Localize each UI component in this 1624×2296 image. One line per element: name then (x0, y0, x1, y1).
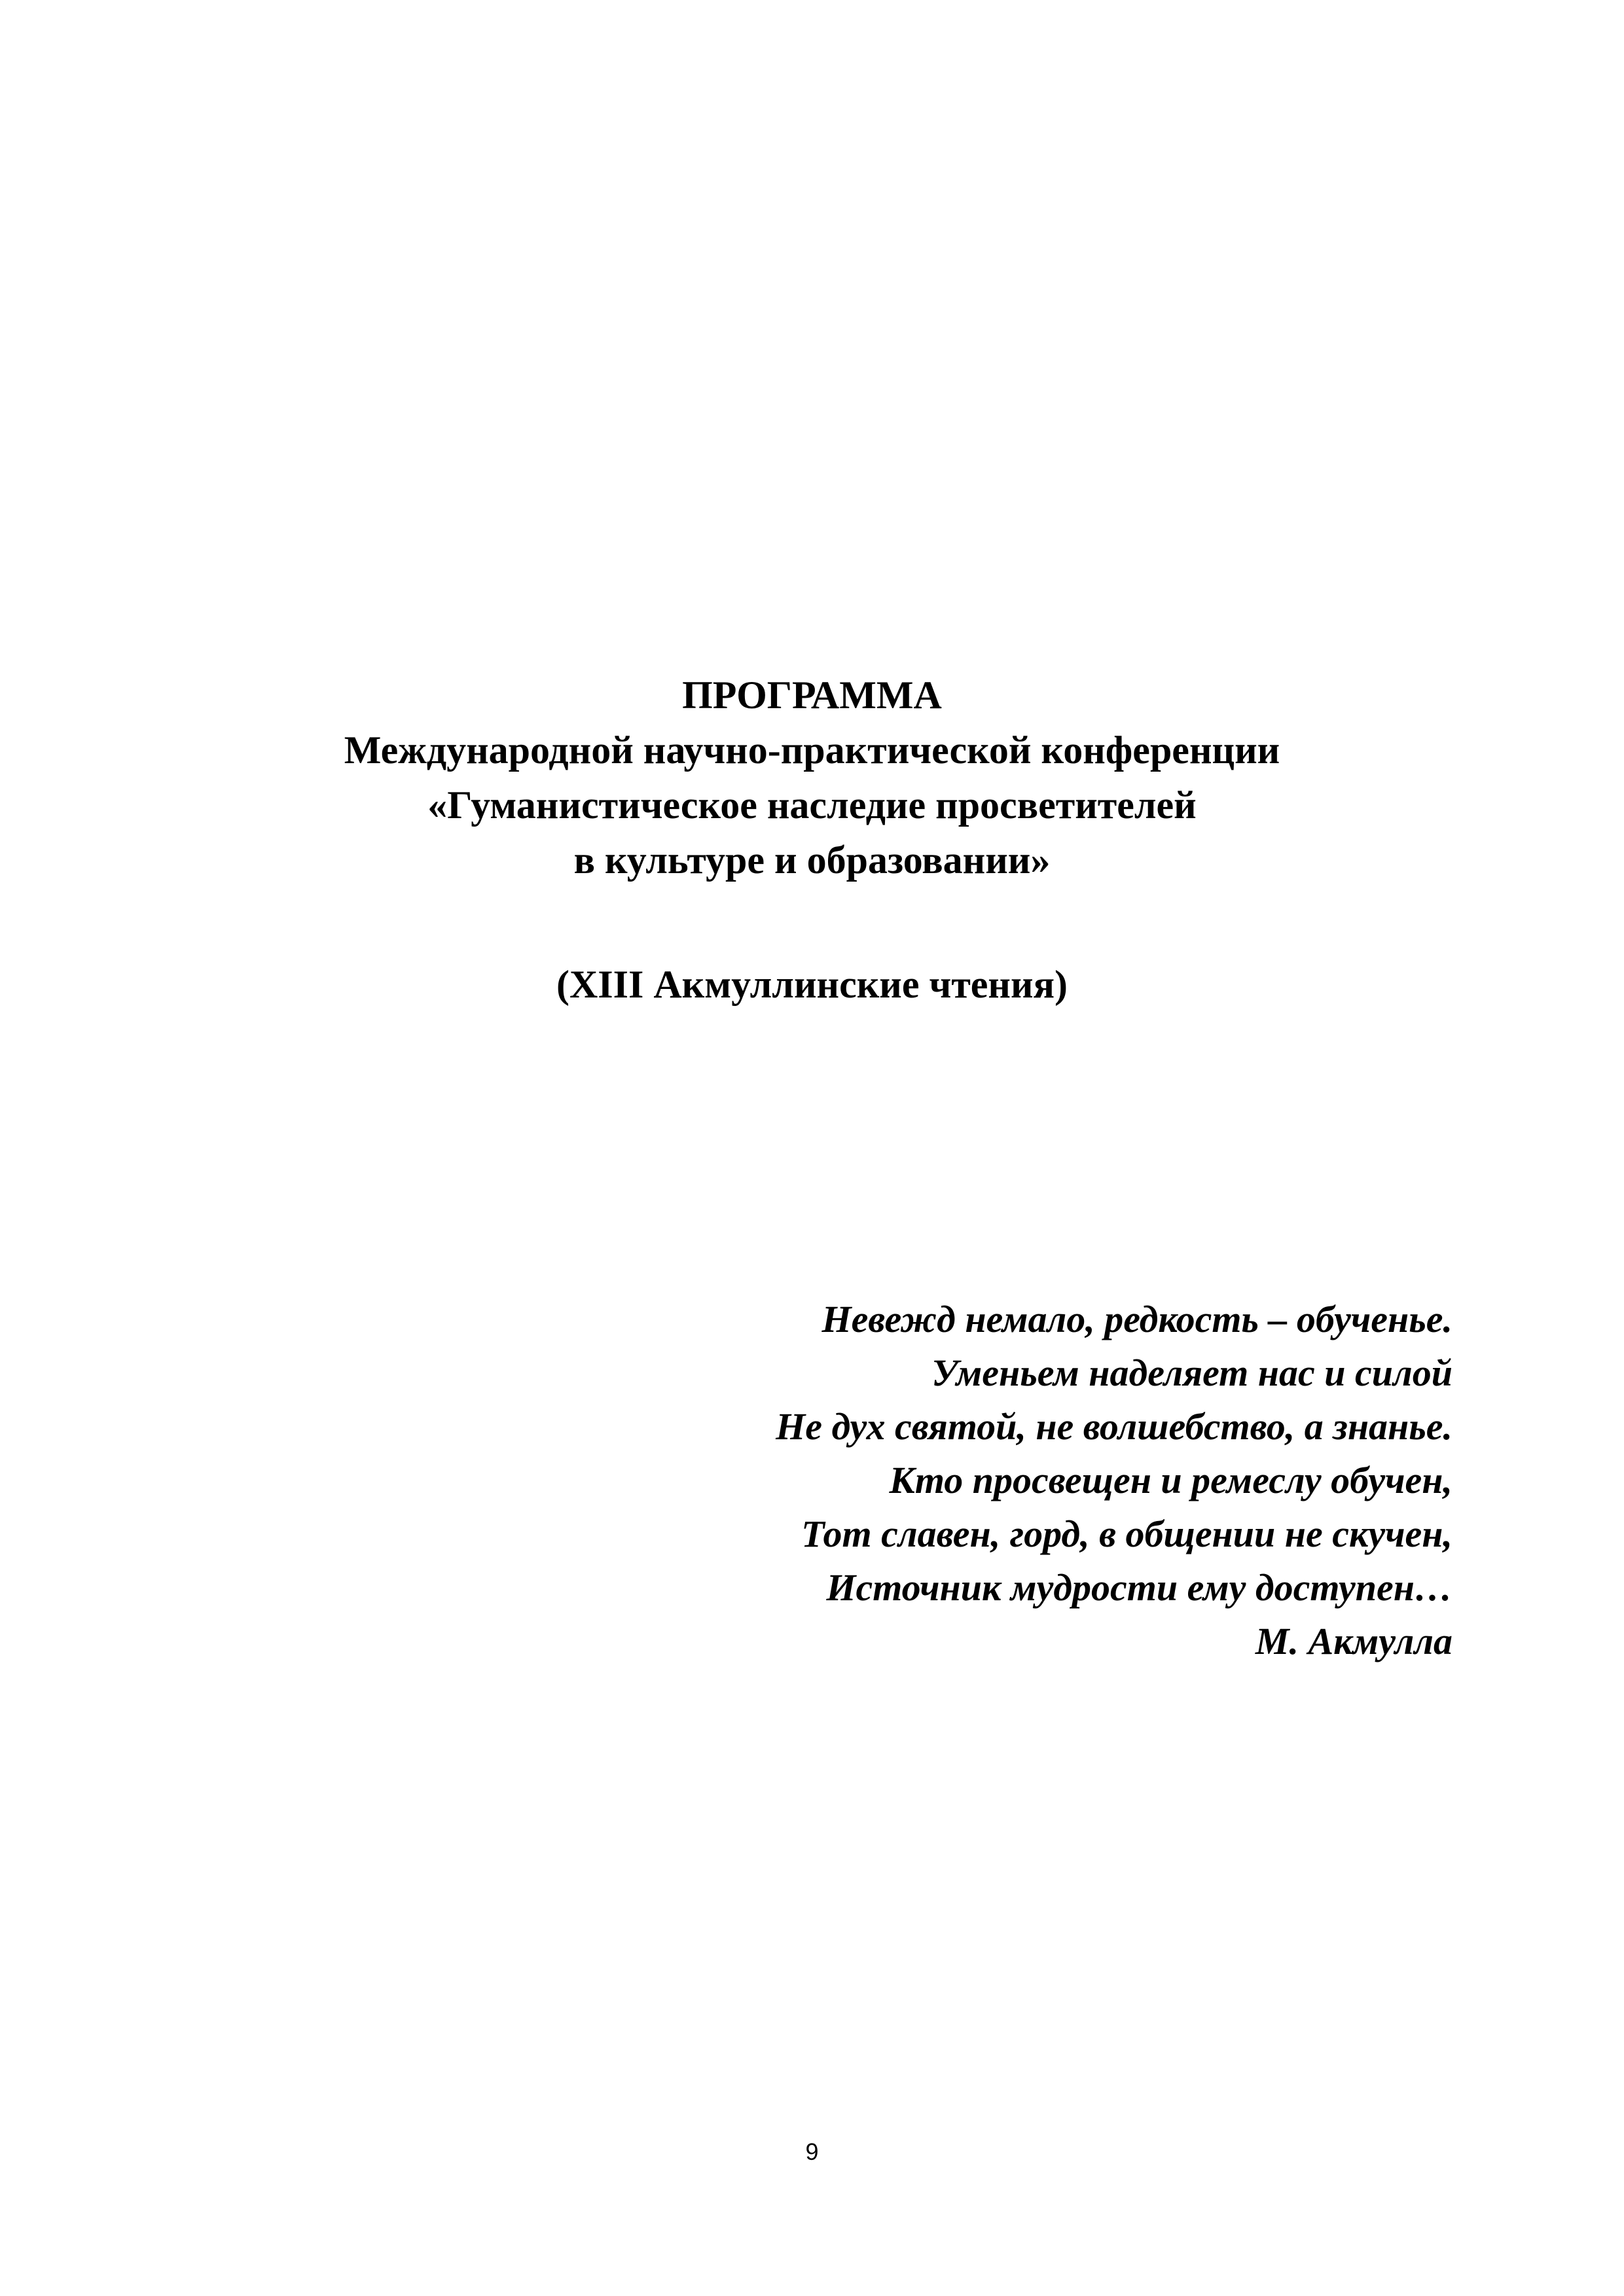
title-line: Международной научно-практической конференции (344, 728, 1280, 772)
epigraph (776, 1293, 1453, 1668)
title-line: ПРОГРАММА (682, 673, 942, 717)
page-number: 9 (805, 2138, 819, 2165)
title-line: «Гуманистическое наследие просветителей (427, 783, 1197, 827)
epigraph-line: Не дух святой, не волшебство, а знанье. (776, 1405, 1453, 1448)
epigraph-line: Источник мудрости ему доступен… (826, 1566, 1453, 1609)
epigraph-line: Невежд немало, редкость – обученье. (821, 1298, 1453, 1340)
title-line: в культуре и образовании» (573, 838, 1051, 882)
epigraph-author: М. Акмулла (1255, 1620, 1453, 1662)
epigraph-line: Тот славен, горд, в общении не скучен, (801, 1513, 1453, 1555)
program-title (0, 668, 1624, 888)
epigraph-line: Уменьем наделяет нас и силой (931, 1352, 1453, 1394)
epigraph-line: Кто просвещен и ремеслу обучен, (889, 1459, 1453, 1501)
conference-subtitle: (XIII Акмуллинские чтения) (556, 963, 1068, 1006)
